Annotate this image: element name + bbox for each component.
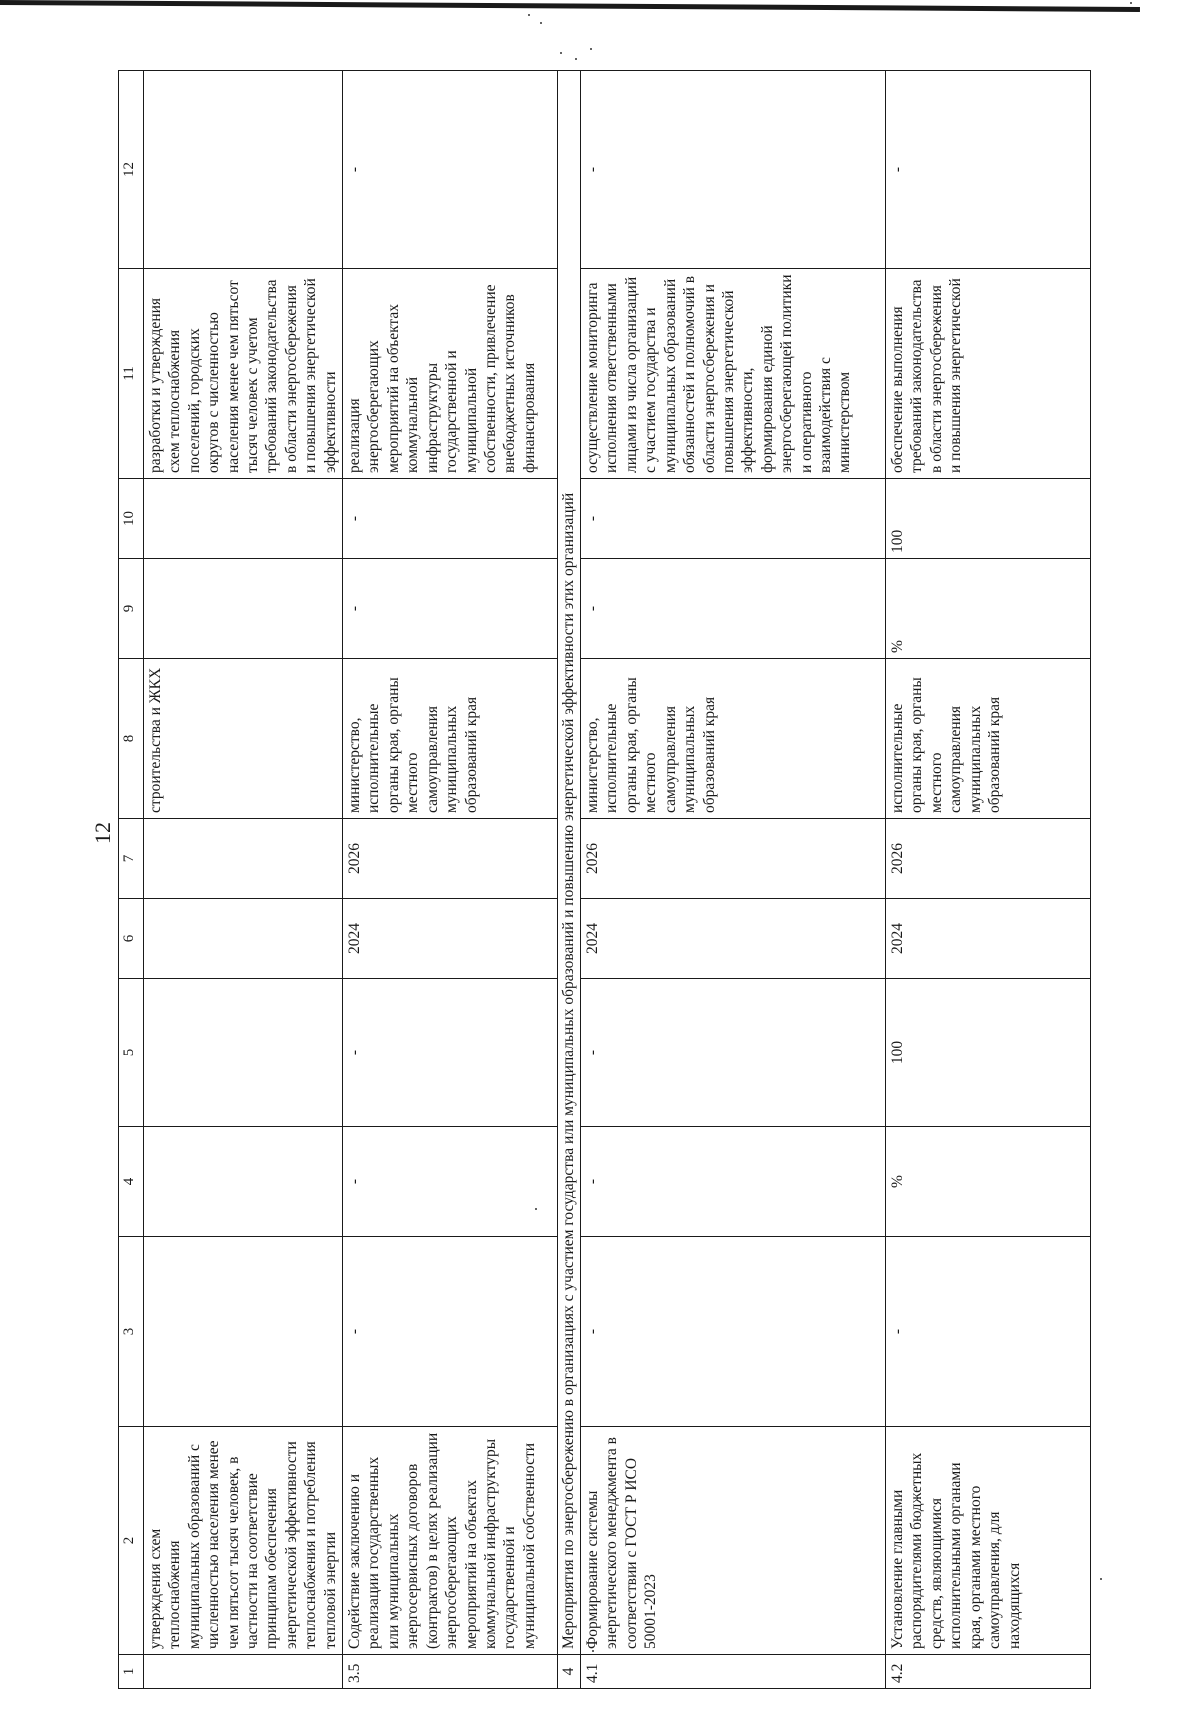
section-number: 4 (558, 1655, 581, 1689)
cell-unit: % (886, 1127, 1091, 1237)
cell: - (581, 559, 886, 659)
cell-measure-name: утверждения схем теплоснабжения муниципальных образований с численностью населения менее чем пятьсот тысяч человек, в частности на соответствие принципам обеспечения энергетической эффективности теплоснабжения и потребления тепловой энергии (144, 1427, 343, 1655)
cell (144, 71, 343, 269)
column-header: 8 (119, 659, 144, 819)
column-header: 1 (119, 1655, 144, 1689)
cell-expected-result: реализация энергосберегающих мероприятий на объектах коммунальной инфраструктуры государственной и муниципальной собственности, привлечение внебюджетных источников финансирования (343, 269, 558, 479)
cell-responsible: строительства и ЖКХ (144, 659, 343, 819)
table-row (581, 71, 886, 1689)
cell: - (343, 979, 558, 1127)
cell (144, 1237, 343, 1427)
measures-table (118, 70, 1091, 1689)
cell-measure-name: Формирование системы энергетического менеджмента в соответствии с ГОСТ Р ИСО 50001-2023 (581, 1427, 886, 1655)
column-header: 6 (119, 899, 144, 979)
cell: - (886, 71, 1091, 269)
cell-number: 4.1 (581, 1655, 886, 1689)
cell-number (144, 1655, 343, 1689)
column-header: 9 (119, 559, 144, 659)
column-header: 3 (119, 1237, 144, 1427)
cell (144, 899, 343, 979)
cell: - (581, 479, 886, 559)
cell: - (581, 979, 886, 1127)
cell: - (343, 1237, 558, 1427)
column-header: 4 (119, 1127, 144, 1237)
column-header: 12 (119, 71, 144, 269)
cell (144, 819, 343, 899)
cell-expected-result: осуществление мониторинга исполнения ответственными лицами из числа организаций с участием государства и муниципальных образований обязанностей и полномочий в области энергосбережения и повышения энергетической эффективности, формирования единой энергосберегающей политики и оперативного взаимодействия с министерством (581, 269, 886, 479)
column-header: 7 (119, 819, 144, 899)
cell-value: 100 (886, 979, 1091, 1127)
cell: - (343, 479, 558, 559)
cell-expected-result: обеспечение выполнения требований законодательства в области энергосбережения и повышения энергетической (886, 269, 1091, 479)
section-title: Мероприятия по энергосбережению в организациях с участием государства или муниципальных образований и повышению энергетической эффективности этих организаций (558, 71, 581, 1655)
cell: - (581, 1127, 886, 1237)
cell-start-year: 2024 (343, 899, 558, 979)
cell: - (886, 1237, 1091, 1427)
cell-end-year: 2026 (343, 819, 558, 899)
cell-responsible: министерство, исполнительные органы края, органы местного самоуправления муниципальных образований края (581, 659, 886, 819)
column-header: 10 (119, 479, 144, 559)
cell (144, 479, 343, 559)
cell (144, 1127, 343, 1237)
program-table-sheet (118, 71, 1064, 1689)
cell-end-year: 2026 (581, 819, 886, 899)
cell: - (581, 71, 886, 269)
cell: - (343, 559, 558, 659)
cell (144, 979, 343, 1127)
cell-unit: % (886, 559, 1091, 659)
page-number: 12 (90, 822, 115, 844)
section-row (558, 71, 581, 1689)
cell-responsible: министерство, исполнительные органы края, органы местного самоуправления муниципальных образований края (343, 659, 558, 819)
cell: - (343, 71, 558, 269)
cell-number: 4.2 (886, 1655, 1091, 1689)
table-row (343, 71, 558, 1689)
table-row (144, 71, 343, 1689)
cell-responsible: исполнительные органы края, органы местного самоуправления муниципальных образований края (886, 659, 1091, 819)
cell-number: 3.5 (343, 1655, 558, 1689)
cell-start-year: 2024 (886, 899, 1091, 979)
cell (144, 559, 343, 659)
cell-measure-name: Установление главными распорядителями бюджетных средств, являющимися исполнительными органами края, органами местного самоуправления, для находящихся (886, 1427, 1091, 1655)
cell-end-year: 2026 (886, 819, 1091, 899)
scan-top-edge (0, 0, 1140, 12)
cell: - (581, 1237, 886, 1427)
column-number-row (119, 71, 144, 1689)
cell: - (343, 1127, 558, 1237)
cell-expected-result: разработки и утверждения схем теплоснабжения поселений, городских округов с численностью населения менее чем пятьсот тысяч человек с учетом требований законодательства в области энергосбережения и повышения энергетической эффективности (144, 269, 343, 479)
column-header: 5 (119, 979, 144, 1127)
cell-value: 100 (886, 479, 1091, 559)
table-row (886, 71, 1091, 1689)
column-header: 11 (119, 269, 144, 479)
column-header: 2 (119, 1427, 144, 1655)
cell-measure-name: Содействие заключению и реализации государственных или муниципальных энергосервисных договоров (контрактов) в целях реализации энергосберегающих мероприятий на объектах коммунальной инфраструктуры государственной и муниципальной собственности (343, 1427, 558, 1655)
cell-start-year: 2024 (581, 899, 886, 979)
